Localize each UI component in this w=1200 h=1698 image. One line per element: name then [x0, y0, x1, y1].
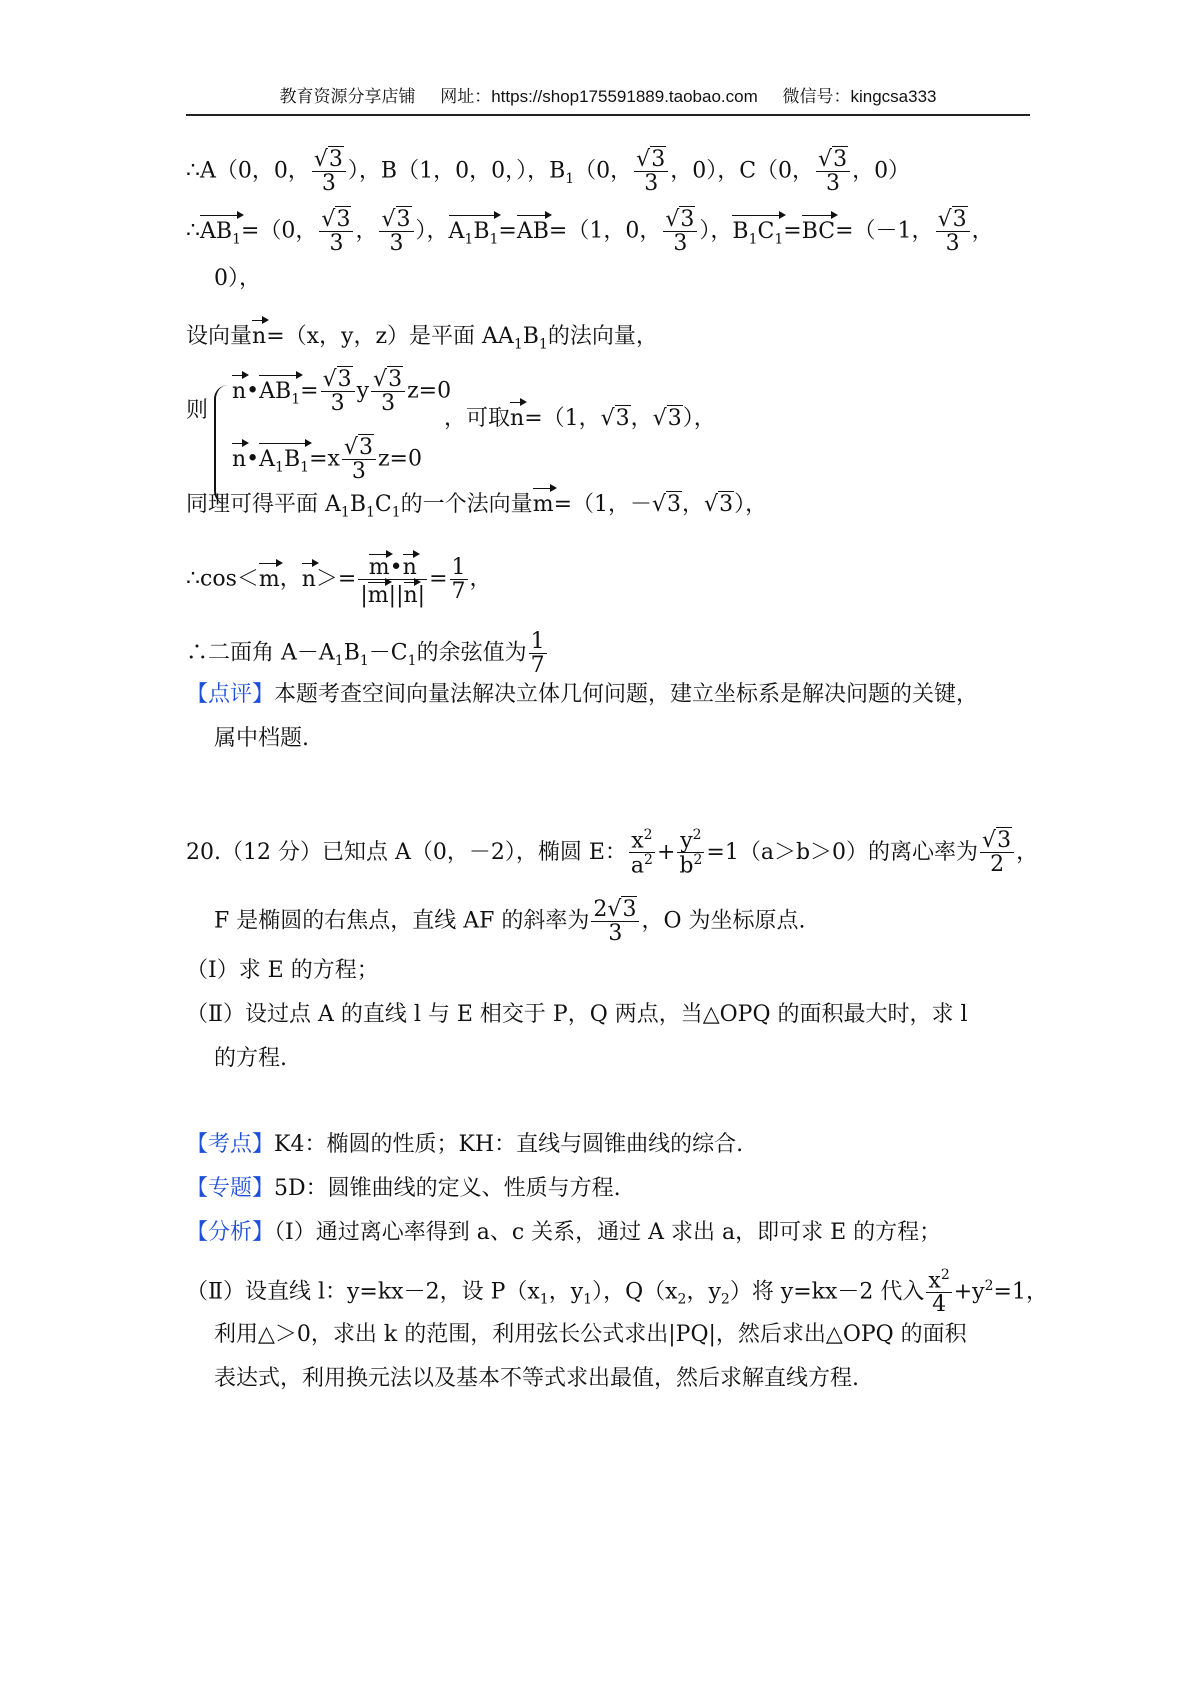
knowledge-point-tag: 【考点】: [186, 1132, 275, 1157]
vectors-line-cont: 0），: [214, 266, 261, 291]
analysis-line-4: 表达式，利用换元法以及基本不等式求出最值，然后求解直线方程.: [214, 1366, 859, 1391]
shop-name: 教育资源分享店铺: [279, 87, 416, 106]
fraction: $\frac{√3}{3}$: [634, 148, 668, 195]
vector-a1b1: $A_1B_1$: [449, 213, 499, 254]
vector-ab1: $AB_1$: [200, 213, 241, 254]
knowledge-point-line: 【考点】K4：椭圆的性质；KH：直线与圆锥曲线的综合.: [186, 1132, 744, 1157]
comment-line-1: 【点评】本题考查空间向量法解决立体几何问题，建立坐标系是解决问题的关键，: [186, 682, 979, 707]
text: ，0）: [852, 158, 911, 184]
fraction: $\frac{√3}{3}$: [936, 208, 970, 255]
question-20-line-2: F 是椭圆的右焦点，直线 AF 的斜率为 $\frac{2√3}{3}$ ，O 为坐标原点.: [214, 897, 806, 947]
question-20-part-1: （Ⅰ）求 E 的方程；: [186, 958, 379, 983]
fraction: $\frac{√3}{3}$: [379, 208, 413, 255]
coords-line: ∴A（0，0， $\frac{√3}{3}$ ），B（1，0，0，），$B_1(0$， $\frac{√3}{3}$ ，0），C（0， $\frac{√3}{3}$ ，0）: [186, 147, 911, 197]
normal-vector-line: 设向量n=（x，y，z）是平面 $AA_1B_1$的法向量，: [186, 318, 658, 359]
text: ，0），C（0，: [670, 158, 815, 184]
analysis-line-3: 利用△＞0，求出 k 的范围，利用弦长公式求出|PQ|，然后求出△OPQ 的面积: [214, 1322, 967, 1347]
normal-vector-choice: ，可取n=（1，√3，√3），: [444, 400, 716, 434]
cosine-line: ∴cos＜m，n＞= $\frac{m•n}{|m||n|}$ = $\frac{1}{7}$ ，: [186, 552, 492, 607]
vector-ab: AB: [517, 213, 549, 247]
comment-tag: 【点评】: [186, 682, 275, 707]
question-20-line-1: 20.（12 分）已知点 A（0，－2），椭圆 E： $\frac{x^2}{a^2}$ + $\frac{y^2}{b^2}$ =1（a＞b＞0）的离心率为 $\frac{√3}{2}$ ，: [186, 827, 1039, 879]
analysis-line-2: （Ⅱ）设直线 l：y=kx－2，设 $P(x_1$，$y_1$），$Q(x_2$，$y_2$）将 y=kx－2 代入 $\frac{x^2}{4}$ $+y^2=1$，: [186, 1267, 1048, 1318]
question-20-part-2: （Ⅱ）设过点 A 的直线 l 与 E 相交于 P，Q 两点，当△OPQ 的面积最大时，求 l: [186, 1002, 968, 1027]
comment-line-2: 属中档题.: [214, 726, 309, 751]
page-header: [186, 80, 1030, 116]
second-normal-line: 同理可得平面 $A_1B_1C_1$的一个法向量m=（1，－√3，√3），: [186, 486, 767, 527]
system-label: 则: [186, 398, 209, 423]
topic-tag: 【专题】: [186, 1176, 275, 1201]
vectors-line: $\therefore AB_1=(0$， $\frac{√3}{3}$ ， $\frac{√3}{3}$ ），$A_1B_1=AB=(1$，0， $\frac{√3}{3}$ ），$B_1C_1=BC=(-1$， $\frac{√3}{3}$ ，: [186, 207, 994, 257]
text: （0，: [574, 158, 633, 184]
fraction: $\frac{√3}{3}$: [816, 148, 850, 195]
text: ），B（1，0，0，），B: [347, 158, 566, 184]
topic-line: 【专题】5D：圆锥曲线的定义、性质与方程.: [186, 1176, 621, 1201]
fraction: $\frac{√3}{3}$: [312, 148, 346, 195]
vector-n: n: [252, 318, 266, 352]
fraction: $\frac{√3}{3}$: [319, 208, 353, 255]
shop-url: 网址：https://shop175591889.taobao.com: [440, 87, 758, 106]
analysis-line-1: 【分析】（Ⅰ）通过离心率得到 a、c 关系，通过 A 求出 a，即可求 E 的方程；: [186, 1220, 942, 1245]
system-row-2: $n•A_1B_1=x$ $\frac{√3}{3}$ z=0: [232, 435, 422, 485]
wechat-id: 微信号：kingcsa333: [782, 87, 937, 106]
analysis-tag: 【分析】: [186, 1220, 275, 1245]
text: ∴A（0，0，: [186, 158, 310, 184]
question-20-part-2-cont: 的方程.: [214, 1046, 287, 1071]
dihedral-angle-line: ∴二面角 $A-A_1B_1-C_1$的余弦值为 $\frac{1}{7}$: [186, 629, 545, 679]
vector-bc: BC: [802, 213, 835, 247]
vector-b1c1: $B_1C_1$: [732, 213, 783, 254]
fraction: $\frac{√3}{3}$: [663, 208, 697, 255]
system-row-1: $n•AB_1=$ $\frac{√3}{3}$ y $\frac{√3}{3}$ z=0: [232, 367, 452, 417]
